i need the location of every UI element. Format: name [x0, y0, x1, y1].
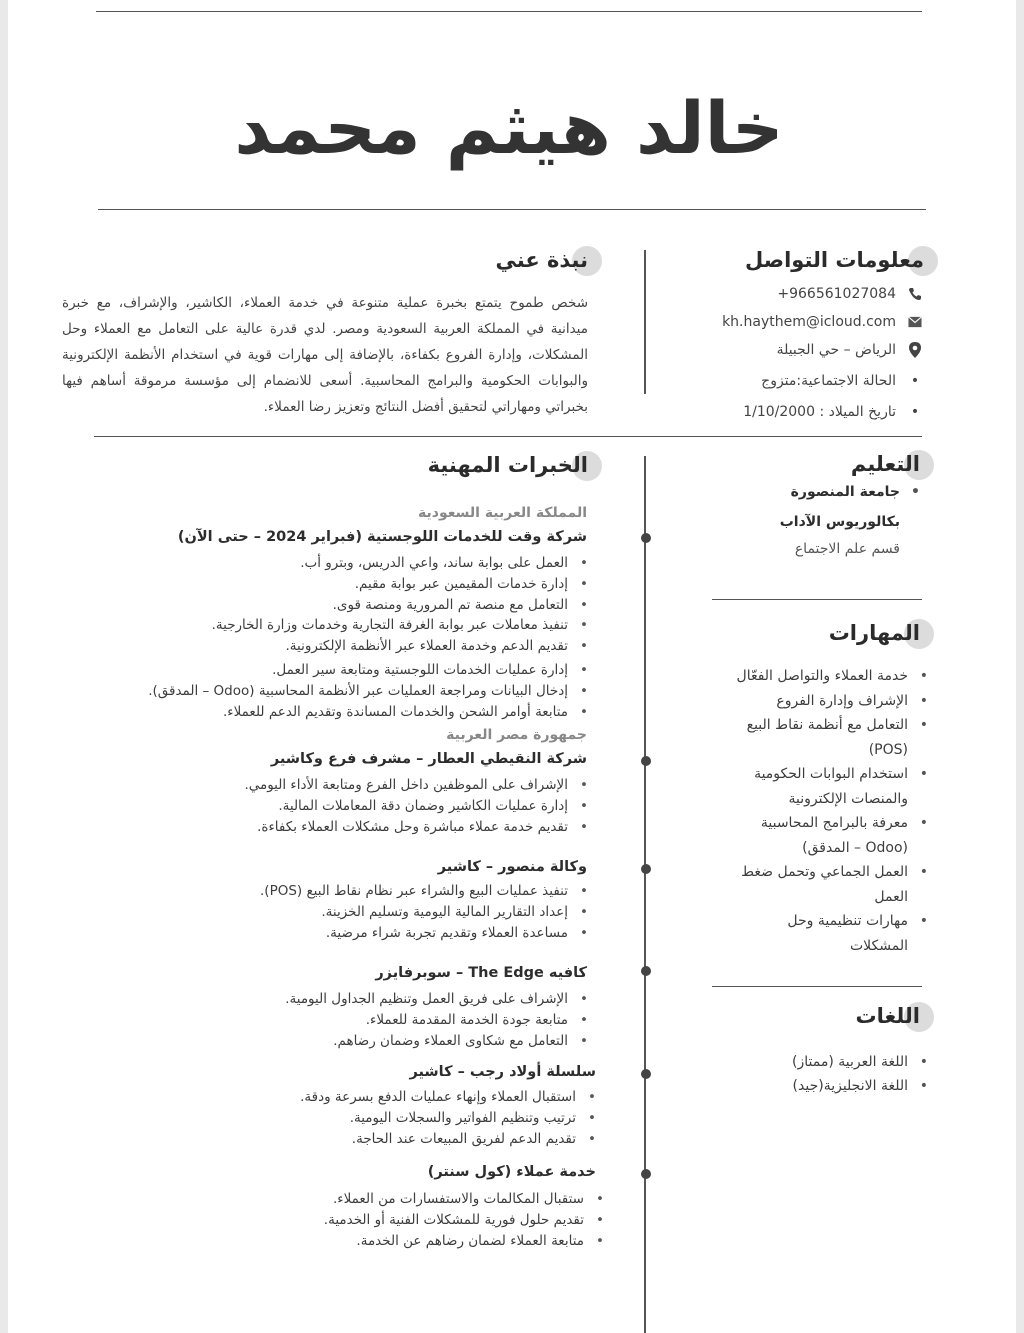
- timeline-dot: [641, 966, 651, 976]
- timeline-dot: [641, 864, 651, 874]
- skill-item: • التعامل مع أنظمة نقاط البيع (POS): [727, 713, 932, 762]
- duty-item: • إدارة عمليات الكاشير وضمان دقة المعاملات المالية.: [244, 796, 592, 817]
- skill-item: • العمل الجماعي وتحمل ضغط العمل: [727, 860, 932, 909]
- birth-value: تاريخ الميلاد : 1/10/2000: [743, 404, 896, 420]
- page-edge-left: [0, 0, 8, 1333]
- department: قسم علم الاجتماع: [794, 541, 900, 557]
- education-list: [791, 484, 924, 500]
- job-duties: [148, 660, 592, 722]
- candidate-name: خالد هيثم محمد: [234, 86, 784, 170]
- skill-item: • مهارات تنظيمية وحل المشكلات: [727, 909, 932, 958]
- page-edge-right: [1016, 0, 1024, 1333]
- skill-item: • استخدام البوابات الحكومية والمنصات الإلكترونية: [727, 762, 932, 811]
- job-title: خدمة عملاء (كول سنتر): [427, 1164, 596, 1180]
- phone-row: [777, 286, 922, 302]
- timeline-line: [644, 456, 646, 1333]
- duty-item: • الإشراف على فريق العمل وتنظيم الجداول اليومية.: [285, 989, 592, 1010]
- job-duties: [285, 989, 592, 1052]
- country-saudi: المملكة العربية السعودية: [418, 505, 587, 521]
- contact-heading-text: معلومات التواصل: [745, 248, 924, 272]
- job-title: شركة وقت للخدمات اللوجستية (فبراير 2024 – حتى الآن): [177, 529, 587, 545]
- header-divider: [98, 209, 926, 210]
- job-title: سلسلة أولاد رجب – كاشير: [409, 1064, 596, 1080]
- bullet-icon: [908, 374, 922, 388]
- address-value: الرياض – حي الجبيلة: [776, 342, 896, 358]
- duty-item: • تقديم الدعم لفريق المبيعات عند الحاجة.: [300, 1129, 600, 1150]
- timeline-dot: [641, 1169, 651, 1179]
- degree: بكالوريوس الآداب: [779, 514, 900, 530]
- top-vertical-divider: [644, 250, 646, 394]
- duty-item: • إعداد التقارير المالية اليومية وتسليم الخزينة.: [260, 902, 592, 923]
- bullet-icon: [908, 405, 922, 419]
- skill-item: • الإشراف وإدارة الفروع: [727, 689, 932, 714]
- location-pin-icon: [908, 343, 922, 357]
- envelope-icon: [908, 315, 922, 329]
- duty-item: • الإشراف على الموظفين داخل الفرع ومتابعة الأداء اليومي.: [244, 775, 592, 796]
- duty-item: • تنفيذ عمليات البيع والشراء عبر نظام نقاط البيع (POS).: [260, 881, 592, 902]
- duty-item: • استقبال العملاء وإنهاء عمليات الدفع بسرعة ودقة.: [300, 1087, 600, 1108]
- job-duties: [212, 553, 592, 657]
- about-text: شخص طموح يتمتع بخبرة عملية متنوعة في خدمة العملاء، الكاشير، والإشراف، مع خبرة ميدانية في المملكة العربية السعودية ومصر. لدي قدرة عالية على التعامل مع العملاء وحل المشكلات، وإدارة الفروع بكفاءة، بالإضافة إلى مهارات قوية في استخدام الأنظمة الإلكترونية والبوابات الحكومية والبرامج المحاسبية. أسعى للانضمام إلى مؤسسة مرموقة أساهم فيها بخبراتي ومهاراتي لتحقيق أفضل النتائج وتعزيز رضا العملاء.: [62, 295, 588, 415]
- job-title: شركة النقيطي العطار – مشرف فرع وكاشير: [270, 751, 587, 767]
- duty-item: • متابعة جودة الخدمة المقدمة للعملاء.: [285, 1010, 592, 1031]
- languages-list: [792, 1050, 932, 1098]
- skill-item: • معرفة بالبرامج المحاسبية (Odoo – المدقق): [727, 811, 932, 860]
- duty-item: • متابعة العملاء لضمان رضاهم عن الخدمة.: [324, 1231, 608, 1252]
- duty-item: • تقديم حلول فورية للمشكلات الفنية أو الخدمية.: [324, 1210, 608, 1231]
- marital-value: الحالة الاجتماعية:متزوج: [761, 373, 896, 389]
- top-divider: [96, 11, 922, 12]
- languages-heading-text: اللغات: [855, 1004, 920, 1028]
- email-value: kh.haythem@icloud.com: [722, 314, 896, 330]
- contact-heading: [745, 248, 924, 272]
- mid-divider: [94, 436, 922, 437]
- experience-heading: [428, 453, 588, 477]
- duty-item: • تقديم الدعم وخدمة العملاء عبر الأنظمة الإلكترونية.: [212, 636, 592, 657]
- timeline-dot: [641, 1069, 651, 1079]
- languages-heading: [856, 1004, 921, 1028]
- skills-heading: [829, 621, 920, 645]
- duty-item: • التعامل مع شكاوى العملاء وضمان رضاهم.: [285, 1031, 592, 1052]
- job-duties: [300, 1087, 600, 1150]
- address-row: [777, 342, 922, 358]
- duty-item: • متابعة أوامر الشحن والخدمات المساندة وتقديم الدعم للعملاء.: [148, 702, 592, 723]
- skill-item: • خدمة العملاء والتواصل الفعّال: [727, 664, 932, 689]
- duty-item: • العمل على بوابة ساند، واعي الدريس، وبترو أب.: [212, 553, 592, 574]
- education-heading: [851, 452, 920, 476]
- duty-item: • إدارة خدمات المقيمين عبر بوابة مقيم.: [212, 574, 592, 595]
- language-item: • اللغة العربية (ممتاز): [792, 1050, 932, 1074]
- skills-heading-text: المهارات: [828, 621, 920, 645]
- university: • جامعة المنصورة: [791, 484, 924, 500]
- phone-value: +966561027084: [777, 286, 896, 302]
- experience-heading-text: الخبرات المهنية: [427, 453, 588, 477]
- duty-item: • ستقبال المكالمات والاستفسارات من العملاء.: [324, 1189, 608, 1210]
- job-title: كافيه The Edge – سوبرفايزر: [375, 965, 587, 981]
- education-divider: [712, 599, 922, 600]
- phone-icon: [908, 287, 922, 301]
- duty-item: • تقديم خدمة عملاء مباشرة وحل مشكلات العملاء بكفاءة.: [244, 817, 592, 838]
- birth-row: [743, 404, 922, 420]
- job-duties: [324, 1189, 608, 1252]
- job-title: وكالة منصور – كاشير: [437, 859, 587, 875]
- duty-item: • إدارة عمليات الخدمات اللوجستية ومتابعة سير العمل.: [148, 660, 592, 681]
- job-duties: [244, 775, 592, 838]
- timeline-dot: [641, 533, 651, 543]
- about-heading: [496, 248, 588, 272]
- about-heading-text: نبذة عني: [495, 248, 588, 272]
- duty-item: • التعامل مع منصة تم المرورية ومنصة قوى.: [212, 595, 592, 616]
- job-duties: [260, 881, 592, 944]
- skills-divider: [712, 986, 922, 987]
- duty-item: • ترتيب وتنظيم الفواتير والسجلات اليومية.: [300, 1108, 600, 1129]
- duty-item: • تنفيذ معاملات عبر بوابة الغرفة التجارية وخدمات وزارة الخارجية.: [212, 615, 592, 636]
- skills-list: [727, 664, 932, 958]
- duty-item: • إدخال البيانات ومراجعة العمليات عبر الأنظمة المحاسبية (Odoo – المدقق).: [148, 681, 592, 702]
- email-row: [722, 314, 922, 330]
- education-heading-text: التعليم: [850, 452, 920, 476]
- timeline-dot: [641, 756, 651, 766]
- duty-item: • مساعدة العملاء وتقديم تجربة شراء مرضية.: [260, 923, 592, 944]
- country-egypt: جمهورة مصر العربية: [446, 727, 587, 743]
- marital-row: [761, 373, 922, 389]
- language-item: • اللغة الانجليزية(جيد): [792, 1074, 932, 1098]
